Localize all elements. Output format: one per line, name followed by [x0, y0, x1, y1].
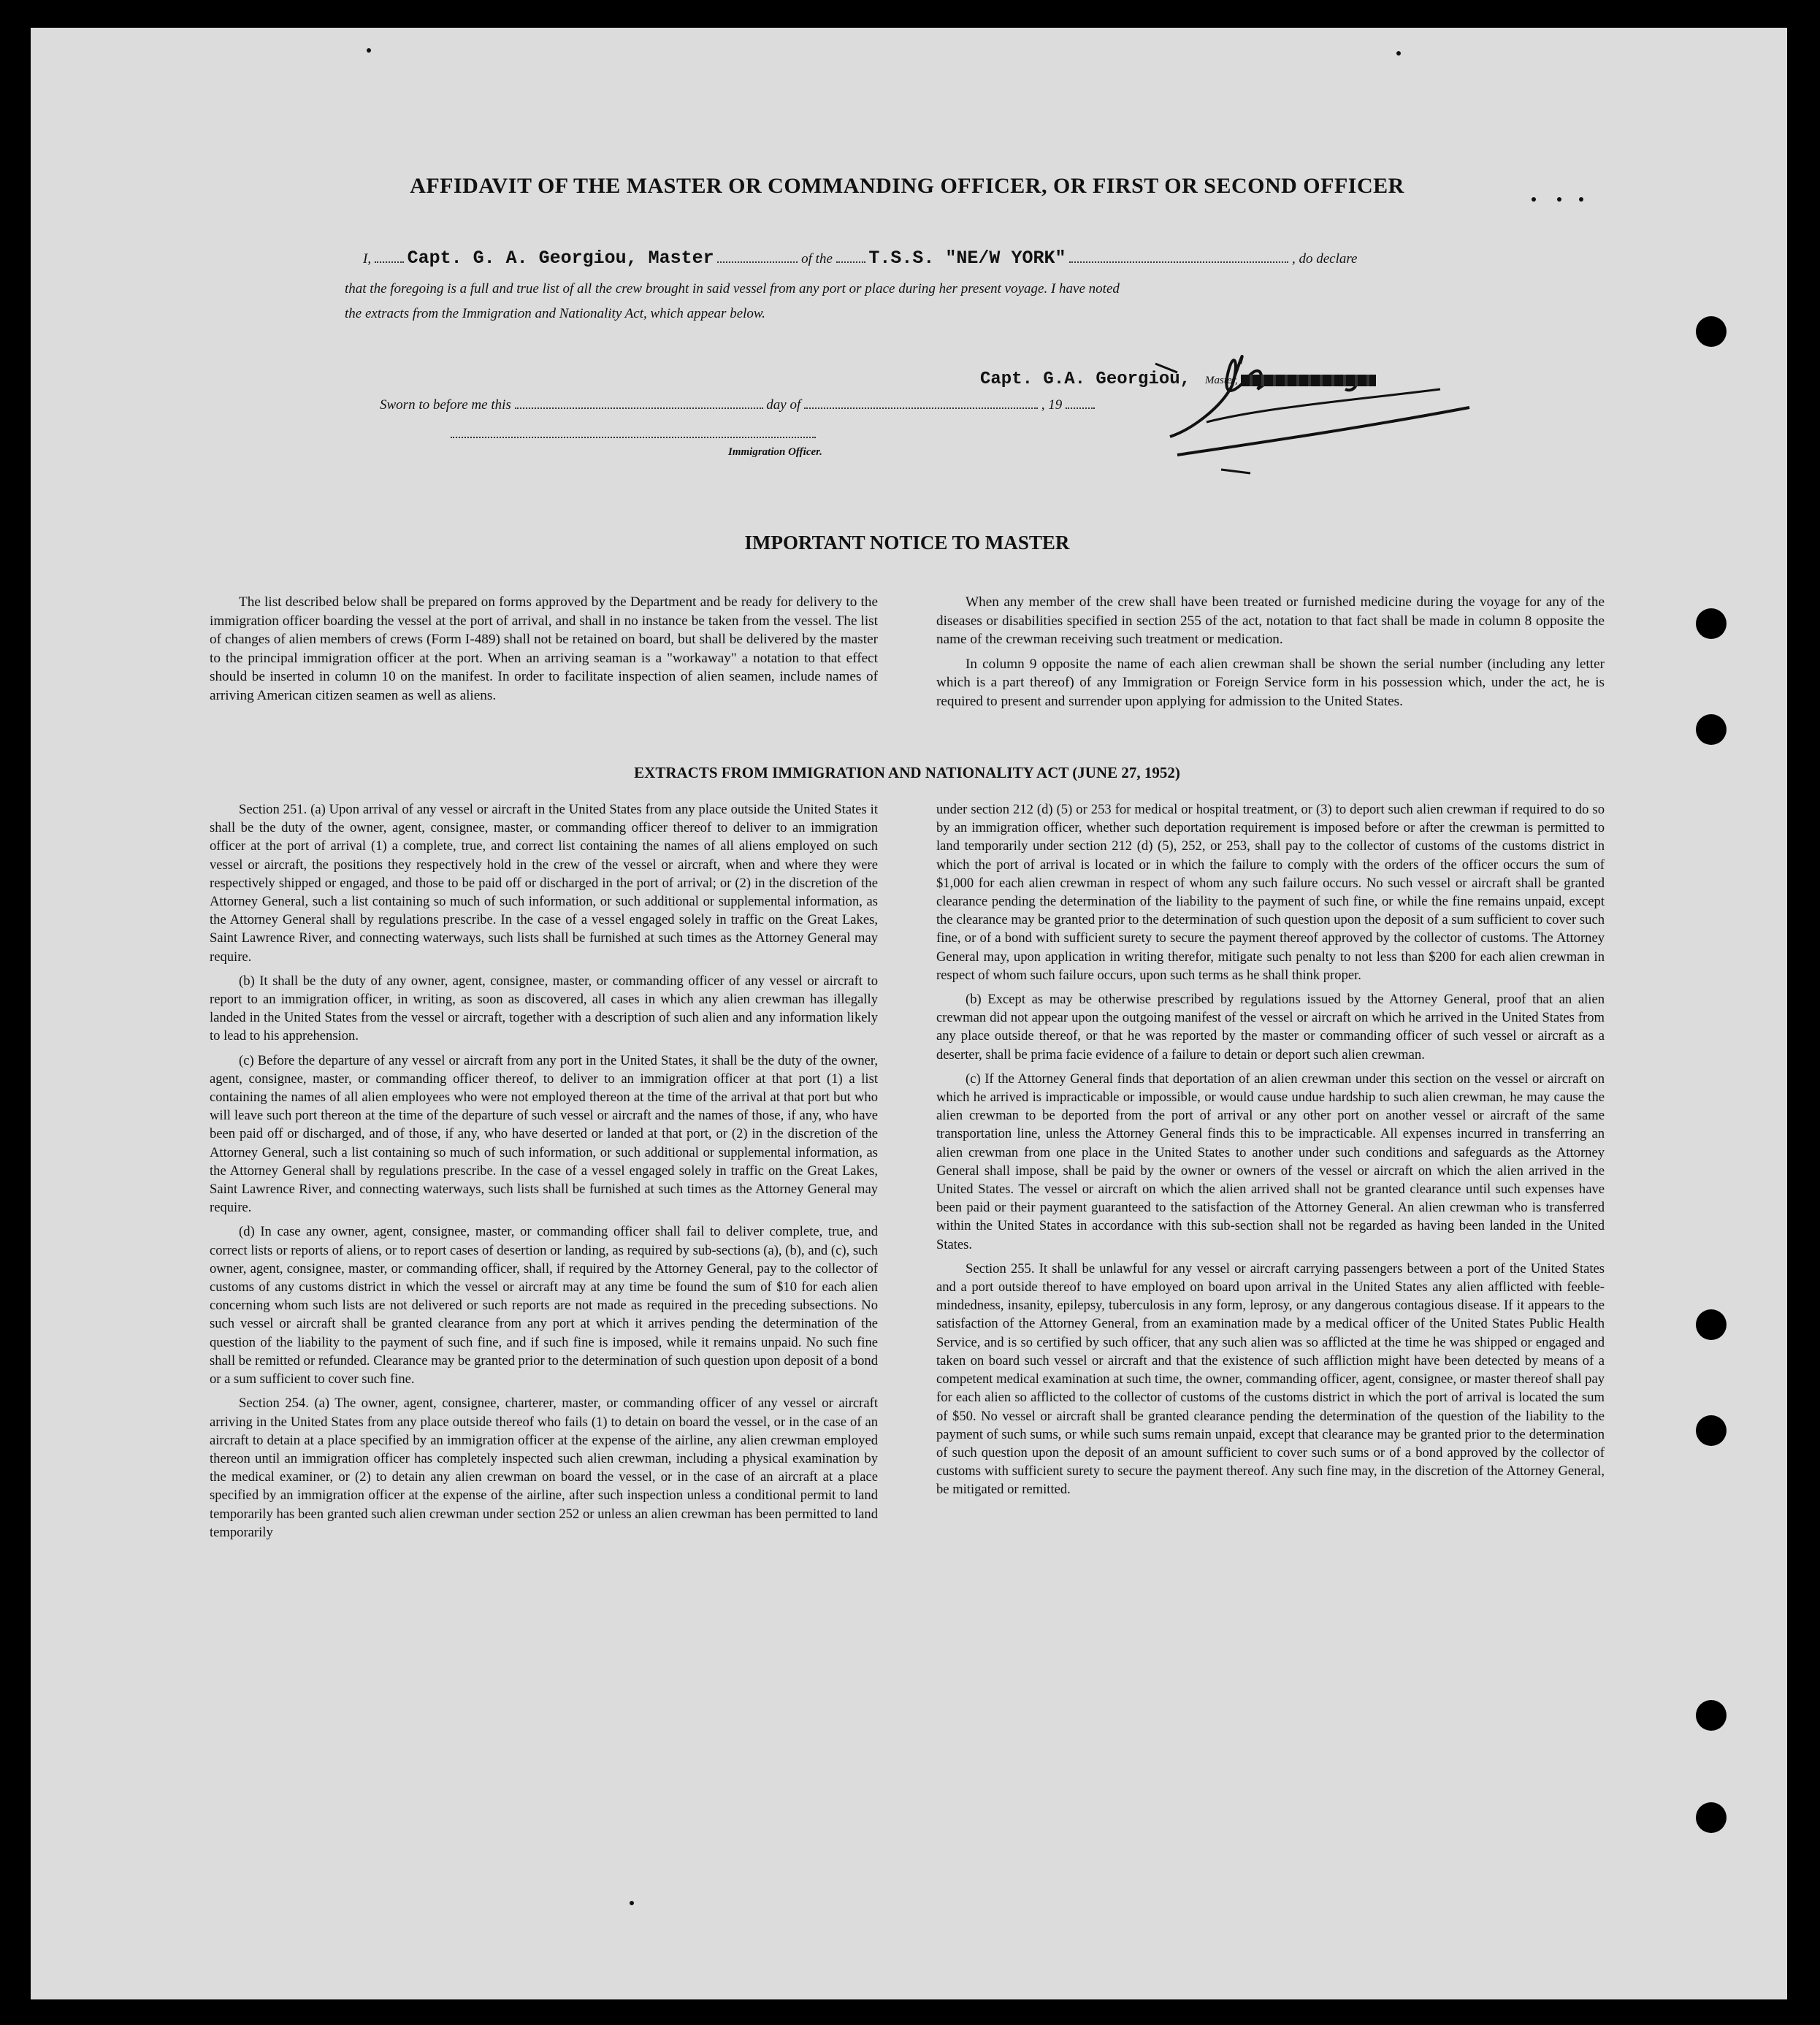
- binder-hole: [1696, 608, 1727, 639]
- signer-line: [980, 370, 1376, 389]
- dotted-line: [1066, 393, 1095, 409]
- binder-hole: [1696, 714, 1727, 745]
- affidavit-title: AFFIDAVIT OF THE MASTER OR COMMANDING OFFICER, OR FIRST OR SECOND OFFICER: [410, 174, 1404, 198]
- notice-paragraph: In column 9 opposite the name of each alien crewman shall be shown the serial number (including any letter which is a part thereof) of any Immigration or Foreign Service form in his possession which, under the act, he is required to present and surrender upon applying for admission to the United States.: [936, 656, 1605, 709]
- act-paragraph: Section 251. (a) Upon arrival of any vessel or aircraft in the United States from any place outside the United States it shall be the duty of the owner, agent, consignee, master, or commanding officer thereof to deliver to an immigration officer at the port of arrival (1) a complete, true, and correct list containing the names of all aliens employed on such vessel or aircraft, the positions they respectively hold in the crew of the vessel or aircraft, when and where they were respectively shipped or engaged, and those to be paid off or discharged in the port of arrival; or (2) in the discretion of the Attorney General, such a list containing so much of such information, or such additional or supplemental information, as the Attorney General shall by regulations prescribe. In the case of a vessel engaged solely in traffic on the Great Lakes, Saint Lawrence River, and connecting waterways, such lists shall be furnished at such times as the Attorney General may require.: [210, 802, 878, 965]
- struck-out-title: [1241, 375, 1376, 386]
- extracts-title: EXTRACTS FROM IMMIGRATION AND NATIONALITY ACT (JUNE 27, 1952): [634, 764, 1180, 781]
- day-of-label: day of: [766, 397, 801, 413]
- sworn-line: [380, 393, 1095, 413]
- dotted-line: [836, 247, 865, 263]
- act-paragraph: Section 254. (a) The owner, agent, consignee, charterer, master, or commanding officer of any vessel or aircraft arriving in the United States from any place outside thereof who fails (1) to detain on board the vessel, or in the case of an aircraft to detain at a place specified by an immigration officer at the expense of the airline, any alien crewman employed thereon until an immigration officer has completely inspected such alien crewman, including a physical examination by the medical examiner, or (2) to detain any alien crewman on board the vessel, or in the case of an aircraft at a place specified by an immigration officer at the expense of the airline, after such inspection unless a conditional permit to land temporarily has been granted such alien crewman under section 252 or unless an alien crewman has been permitted to land temporarily: [210, 1396, 878, 1540]
- notice-paragraph: The list described below shall be prepared on forms approved by the Department and be ready for delivery to the immigration officer boarding the vessel at the port of arrival, and shall in no instance be taken from the vessel. The list of changes of alien members of crews (Form I-489) shall not be retained on board, but shall be delivered by the master to the principal immigration officer at the port. When an arriving seaman is a "workaway" a notation to that effect should be inserted in column 10 on the manifest. In order to facilitate inspection of alien seamen, include names of arriving American citizen seamen as well as aliens.: [210, 594, 878, 703]
- extracts-right-column: [936, 800, 1605, 1505]
- speck: [1579, 197, 1583, 202]
- statement-line-1: that the foregoing is a full and true list of all the crew brought in said vessel from any port or place during her present voyage. I have noted: [345, 281, 1120, 296]
- notice-left-column: [210, 593, 878, 711]
- act-paragraph: (d) In case any owner, agent, consignee, master, or commanding officer shall fail to deliver complete, true, and correct lists or reports of aliens, or to report cases of desertion or landing, as required by sub-sections (a), (b), and (c), such owner, agent, consignee, master, or commanding officer, shall, if required by the Attorney General, pay to the collector of customs of any customs district in which the vessel or aircraft may at any time be found the sum of $10 for each alien concerning whom such lists are not delivered or such reports are not made as required in the preceding subsections. No such vessel or aircraft shall be granted clearance from any port at which it arrives pending the determination of the question of the liability to the payment of such fine, and if such fine is imposed, while it remains unpaid. No such fine shall be remitted or refunded. Clearance may be granted prior to the determination of such question upon deposit of a bond or a sum sufficient to cover such fine.: [210, 1224, 878, 1387]
- signer-typed-name: Capt. G.A. Georgiou,: [980, 370, 1191, 389]
- statement-line-2: the extracts from the Immigration and Nationality Act, which appear below.: [345, 306, 765, 321]
- binder-hole: [1696, 1415, 1727, 1446]
- notice-title: IMPORTANT NOTICE TO MASTER: [744, 532, 1070, 554]
- document-page: [31, 28, 1787, 1999]
- speck: [1396, 51, 1401, 55]
- do-declare-label: , do declare: [1291, 251, 1358, 267]
- speck: [367, 48, 371, 53]
- vessel-name: T.S.S. "NE/W YORK": [868, 248, 1066, 269]
- dotted-line: [717, 247, 798, 263]
- act-paragraph: Section 255. It shall be unlawful for any vessel or aircraft carrying passengers between a port of the United States and a port outside thereof to have employed on board upon arrival in the United States any alien afflicted with feeble-mindedness, insanity, epilepsy, tuberculosis in any form, leprosy, or any dangerous contagious disease. If it appears to the satisfaction of the Attorney General, from an examination made by a medical officer of the United States Public Health Service, and is so certified by such officer, that any such alien was so afflicted at the time he was shipped or engaged and taken on board such vessel or aircraft and that the existence of such affliction might have been detected by means of a competent medical examination at such time, the owner, commanding officer, agent, consignee, or master thereof shall pay for each alien so afflicted to the collector of customs of the customs district in which the port of arrival is located the sum of $50. No vessel or aircraft shall be granted clearance pending the determination of the question of the liability to the payment of such sums, or while such sums remain unpaid, except that clearance may be granted prior to the determination of such question upon the deposit of an amount sufficient to cover such sums or of a bond approved by the collector of customs with sufficient surety to secure the payment thereof. Any such fine may, in the discretion of the Attorney General, be mitigated or remitted.: [936, 1260, 1605, 1498]
- extracts-left-column: [210, 800, 878, 1547]
- declarant-name: Capt. G. A. Georgiou, Master: [407, 248, 714, 269]
- notice-right-column: [936, 593, 1605, 717]
- signer-title: Master,: [1205, 375, 1238, 386]
- dotted-line: [804, 393, 1038, 409]
- act-paragraph: (b) It shall be the duty of any owner, agent, consignee, master, or commanding officer of any vessel or aircraft to report to an immigration officer, in writing, as soon as discovered, all cases in which any alien crewman has illegally landed in the United States from the vessel or aircraft, together with a description of such alien and any information likely to lead to his apprehension.: [210, 973, 878, 1044]
- immigration-officer-label: Immigration Officer.: [728, 446, 822, 458]
- sworn-label: Sworn to before me this: [380, 397, 511, 413]
- declaration-line: [363, 247, 1357, 269]
- act-paragraph: (b) Except as may be otherwise prescribed by regulations issued by the Attorney General, proof that an alien crewman did not appear upon the outgoing manifest of the vessel or aircraft on which he arrived in the United States from any place outside thereof, or that he was reported by the master or commanding officer of such vessel or aircraft as a deserter, shall be prima facie evidence of a failure to detain or deport such alien crewman.: [936, 992, 1605, 1063]
- officer-signature-line: [451, 437, 816, 438]
- binder-hole: [1696, 316, 1727, 347]
- binder-hole: [1696, 1309, 1727, 1340]
- act-paragraph: (c) Before the departure of any vessel or aircraft from any port in the United States, it shall be the duty of the owner, agent, consignee, master, or commanding officer thereof, to deliver to an immigration officer at that port (1) a list containing the names of all alien employees who were not employed thereon at the time of the arrival at that port but who will leave such port thereon at the time of the departure of such vessel or aircraft and the names of those, if any, who have been paid off or discharged, and of those, if any, who have deserted or landed at that port, or (2) in the discretion of the Attorney General, such a list containing so much of such information, or such additional or supplemental information, as the Attorney General shall by regulations prescribe. In the case of a vessel engaged solely in traffic on the Great Lakes, Saint Lawrence River, and connecting waterways, such lists shall be furnished at such times as the Attorney General may require.: [210, 1052, 878, 1216]
- act-paragraph: (c) If the Attorney General finds that deportation of an alien crewman under this section on the vessel or aircraft on which he arrived is impracticable or impossible, or would cause undue hardship to such alien crewman, he may cause the alien crewman to be deported from the port of arrival or any other port on another vessel or aircraft of the same transportation line, unless the Attorney General finds this to be impracticable. All expenses incurred in transferring an alien crewman from one place in the United States to another under such conditions and safeguards as the Attorney General shall impose, shall be paid by the owner or owners of the vessel or aircraft on which the alien arrived in the United States. The vessel or aircraft on which the alien arrived shall not be granted clearance until such expenses have been paid or their payment guaranteed to the satisfaction of the Attorney General. An alien crewman who is transferred within the United States in accordance with this sub-section shall not be regarded as having been landed in the United States.: [936, 1071, 1605, 1252]
- binder-hole: [1696, 1802, 1727, 1833]
- dotted-line: [515, 393, 763, 409]
- binder-hole: [1696, 1700, 1727, 1731]
- speck: [630, 1901, 634, 1905]
- year-prefix: , 19: [1041, 397, 1063, 413]
- act-paragraph: under section 212 (d) (5) or 253 for medical or hospital treatment, or (3) to deport such alien crewman if required to do so by an immigration officer, whether such deportation requirement is imposed before or after the crewman is permitted to land temporarily under section 212 (d) (5), 252, or 253, shall pay to the collector of customs of the customs district in which the port of arrival is located or in which the failure to comply with the orders of the officer occurs the sum of $1,000 for each alien crewman in respect of whom any such failure occurs. No such vessel or aircraft shall be granted clearance pending the determination of the liability to the payment of such fine, or while the fine remains unpaid, except the clearance may be granted prior to the determination of such question upon the deposit of a sum sufficient to cover such fine, or of a bond with sufficient surety to secure the payment thereof approved by the collector of customs. The Attorney General may, upon application in writing therefor, mitigate such penalty to not less than $200 for each alien crewman in respect of whom such failure occurs, upon such terms as he shall think proper.: [936, 802, 1605, 983]
- dotted-line: [375, 247, 404, 263]
- i-label: I,: [363, 251, 372, 267]
- dotted-line: [1069, 247, 1288, 263]
- handwritten-signature: [1163, 320, 1491, 481]
- notice-paragraph: When any member of the crew shall have been treated or furnished medicine during the voyage for any of the diseases or disabilities specified in section 255 of the act, notation to that fact shall be made in column 8 opposite the name of the crewman receiving such treatment or medication.: [936, 594, 1605, 648]
- of-the-label: of the: [801, 251, 833, 267]
